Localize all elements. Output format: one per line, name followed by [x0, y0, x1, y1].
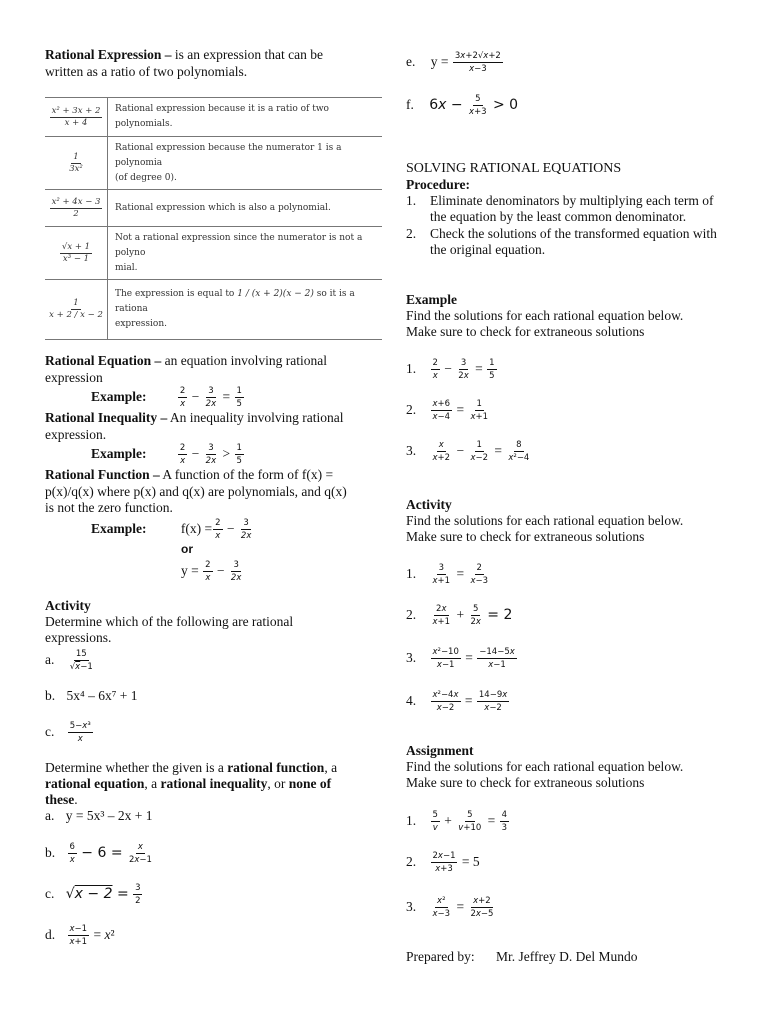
text: , or: [267, 776, 289, 791]
y-prefix: y =: [181, 563, 199, 578]
step-text-line2: the original equation.: [430, 242, 546, 257]
procedure-step-2: [406, 226, 717, 242]
activity-equation-4: 4. $\frac{\text{x²−4x}}{x-2}$ = $\frac{14-9x}{x-2}$: [406, 690, 508, 714]
assignment-instruction-line2: Make sure to check for extraneous solutions: [406, 775, 645, 790]
item-label: b.: [45, 688, 56, 703]
item-label: b.: [45, 845, 56, 860]
activity-instruction-line2: expressions.: [45, 630, 112, 645]
activity-item-a: a. $\frac{15}{√x-1}$: [45, 649, 93, 673]
item-label: 2.: [406, 402, 417, 417]
text: .: [74, 792, 78, 807]
table-denominator: x + 2 / x − 2: [49, 310, 103, 320]
table-description: The expression is equal to: [115, 289, 235, 299]
table-numerator: 1: [73, 298, 79, 308]
determine-instruction-line3: [45, 792, 78, 808]
activity-title: Activity: [45, 598, 91, 613]
example-equation-1: 1. $\frac{2}{x}$ − $\frac{3}{2x}$ = $\frac{1}{5}$: [406, 358, 495, 382]
term-rational-inequality: Rational Inequality –: [45, 410, 168, 425]
item-label: 2.: [406, 607, 417, 622]
table-numerator: x² + 4x − 3: [51, 196, 101, 207]
determine-instruction-line2: [45, 776, 331, 792]
table-denominator: 2: [73, 208, 79, 219]
definition-text: A function of the form of f(x) =: [159, 467, 334, 482]
item-label: c.: [45, 724, 55, 739]
table-row: [45, 98, 382, 137]
activity-item-b: [45, 688, 138, 704]
determine-item-f: f. 6x − $\frac{5}{x+3}$ > 0: [406, 94, 519, 118]
activity-heading: [45, 598, 91, 614]
table-description-tail: so it is a rationa: [115, 289, 355, 314]
definition-text-line2: written as a ratio of two polynomials.: [45, 64, 248, 79]
procedure-step-1: [406, 193, 714, 209]
example-label: Example:: [91, 521, 147, 536]
example-equation-2: 2. $\frac{x+6}{x-4}$ = $\frac{1}{x+1}$: [406, 399, 488, 423]
item-expression: 5x⁴ – 6x⁷ + 1: [66, 688, 138, 703]
item-label: a.: [45, 652, 55, 667]
section-title-solving: SOLVING RATIONAL EQUATIONS: [406, 161, 622, 176]
item-label: e.: [406, 54, 416, 69]
table-denominator: x³ − 1: [62, 253, 90, 264]
table-description-cont: expression.: [115, 319, 167, 329]
definition-text: An inequality involving rational: [167, 410, 344, 425]
item-label: 3.: [406, 443, 417, 458]
activity-instruction: Determine which of the following are rational: [45, 614, 294, 629]
example-equation-3: 3. $\frac{x}{x+2}$ − $\frac{1}{x-2}$ = $\frac{8}{\text{x²−4}}$: [406, 440, 530, 464]
item-label: 1.: [406, 566, 417, 581]
term-rational-inequality: rational inequality: [160, 776, 268, 791]
table-row: [45, 280, 382, 340]
table-description-cont: mial.: [115, 262, 138, 273]
step-number: 1.: [406, 193, 417, 208]
example-label: Example:: [91, 389, 147, 404]
assignment-equation-1: 1. $\frac{5}{v}$ + $\frac{5}{v+10}$ = $\frac{4}{3}$: [406, 810, 508, 834]
assignment-equation-2: 2. $\frac{2x-1}{x+3}$ = 5: [406, 851, 480, 875]
activity-equation-2: 2. $\frac{2x}{x+1}$ + $\frac{5}{2x}$ = 2: [406, 604, 513, 628]
step-number: 2.: [406, 226, 417, 241]
example-instruction: Find the solutions for each rational equation below.: [406, 308, 684, 323]
item-label: a.: [45, 808, 55, 823]
procedure-label: Procedure:: [406, 177, 470, 192]
rational-expression-definition: [45, 47, 323, 63]
table-numerator: 1: [73, 151, 79, 162]
assignment-title: Assignment: [406, 743, 474, 758]
definition-text: is an expression that can be: [171, 47, 323, 62]
prepared-by: [406, 949, 637, 965]
activity-item-c: c. $\frac{\text{5−x³}}{x}$: [45, 721, 91, 745]
text: , a: [324, 760, 338, 775]
step-text: Check the solutions of the transformed equation with: [430, 226, 717, 241]
item-label: d.: [45, 927, 56, 942]
determine-item-c: c. √x − 2 = $\frac{3}{2}$: [45, 883, 141, 907]
table-inline-fraction: 1 / (x + 2)(x − 2): [237, 289, 314, 299]
term-none-of: none of: [288, 776, 332, 791]
table-description: Rational expression because the numerator 1 is a polynomia: [115, 142, 342, 168]
example-label: Example:: [91, 446, 147, 461]
text: , a: [144, 776, 161, 791]
rational-equation-example: Example: $\frac{2}{x}$ − $\frac{3}{2x}$ = $\frac{1}{5}$: [91, 386, 242, 410]
definition-text-line2: expression: [45, 370, 103, 385]
assignment-equation-3: 3. $\frac{\text{x²}}{x-3}$ = $\frac{x+2}{2x-5}$: [406, 896, 494, 920]
step-text: Eliminate denominators by multiplying each term of: [430, 193, 714, 208]
table-denominator: 3x²: [69, 163, 83, 174]
prepared-name: Mr. Jeffrey D. Del Mundo: [495, 949, 638, 964]
determine-item-a: [45, 808, 153, 824]
table-description: Rational expression because it is a ratio of two polynomials.: [108, 98, 383, 137]
item-label: 2.: [406, 854, 417, 869]
term-rational-expression: Rational Expression –: [45, 47, 172, 62]
term-rational-equation: rational equation: [45, 776, 145, 791]
table-denominator: x + 4: [64, 117, 88, 128]
item-label: 3.: [406, 650, 417, 665]
definition-text-line2: expression.: [45, 427, 107, 442]
rational-function-definition: [45, 467, 333, 483]
table-description-cont: (of degree 0).: [115, 172, 177, 183]
activity-instruction: Find the solutions for each rational equation below.: [406, 513, 684, 528]
item-label: f.: [406, 97, 414, 112]
table-description: Rational expression which is also a polynomial.: [108, 190, 383, 227]
table-row: [45, 227, 382, 280]
item-label: 4.: [406, 693, 417, 708]
term-rational-equation: Rational Equation –: [45, 353, 162, 368]
item-label: 1.: [406, 813, 417, 828]
example-instruction-line2: Make sure to check for extraneous solutions: [406, 324, 645, 339]
rational-equation-definition: [45, 353, 327, 369]
determine-item-b: b. $\frac{6}{x}$ − 6 = $\frac{x}{2x-1}$: [45, 842, 152, 866]
rational-inequality-example: Example: $\frac{2}{x}$ − $\frac{3}{2x}$ > $\frac{1}{5}$: [91, 443, 242, 467]
term-these: these: [45, 792, 75, 807]
term-rational-function: rational function: [227, 760, 325, 775]
table-row: [45, 190, 382, 227]
fx-prefix: f(x) =: [180, 521, 213, 536]
determine-instruction-line1: [45, 760, 337, 776]
rational-inequality-definition: [45, 410, 344, 426]
rational-expression-examples-table: [45, 97, 382, 340]
term-rational-function: Rational Function –: [45, 467, 160, 482]
or-label: or: [181, 542, 193, 556]
definition-text-line3: is not the zero function.: [45, 500, 173, 515]
assignment-instruction: Find the solutions for each rational equation below.: [406, 759, 684, 774]
definition-text: an equation involving rational: [161, 353, 327, 368]
step-text-line2: the equation by the least common denominator.: [430, 209, 687, 224]
rational-function-example-y: y = $\frac{2}{x}$ − $\frac{3}{2x}$: [181, 560, 242, 584]
item-label: c.: [45, 886, 55, 901]
table-description: Not a rational expression since the numerator is not a polyno: [115, 232, 363, 258]
activity-equation-3: 3. $\frac{\text{x²−10}}{x-1}$ = $\frac{-14-5x}{x-1}$: [406, 647, 515, 671]
activity-equation-1: 1. $\frac{3}{x+1}$ = $\frac{2}{x-3}$: [406, 563, 488, 587]
table-numerator: √x + 1: [61, 241, 91, 252]
text: Determine whether the given is a: [45, 760, 228, 775]
determine-item-e: e. y = $\frac{3x+2√x+2}{x-3}$: [406, 51, 501, 75]
example-title: Example: [406, 292, 458, 307]
activity-instruction-line2: Make sure to check for extraneous solutions: [406, 529, 645, 544]
prepared-label: Prepared by:: [406, 949, 475, 964]
determine-item-d: d. $\frac{x-1}{x+1}$ = x²: [45, 924, 115, 948]
definition-text-line2: p(x)/q(x) where p(x) and q(x) are polynomials, and q(x): [45, 484, 347, 499]
item-label: 1.: [406, 361, 417, 376]
rational-function-example: Example: f(x) = $\frac{2}{x}$ − $\frac{3}{2x}$: [91, 518, 252, 542]
item-expression: y = 5x³ – 2x + 1: [65, 808, 153, 823]
activity-title: Activity: [406, 497, 452, 512]
table-numerator: x² + 3x + 2: [51, 105, 101, 116]
table-row: [45, 137, 382, 190]
item-label: 3.: [406, 899, 417, 914]
